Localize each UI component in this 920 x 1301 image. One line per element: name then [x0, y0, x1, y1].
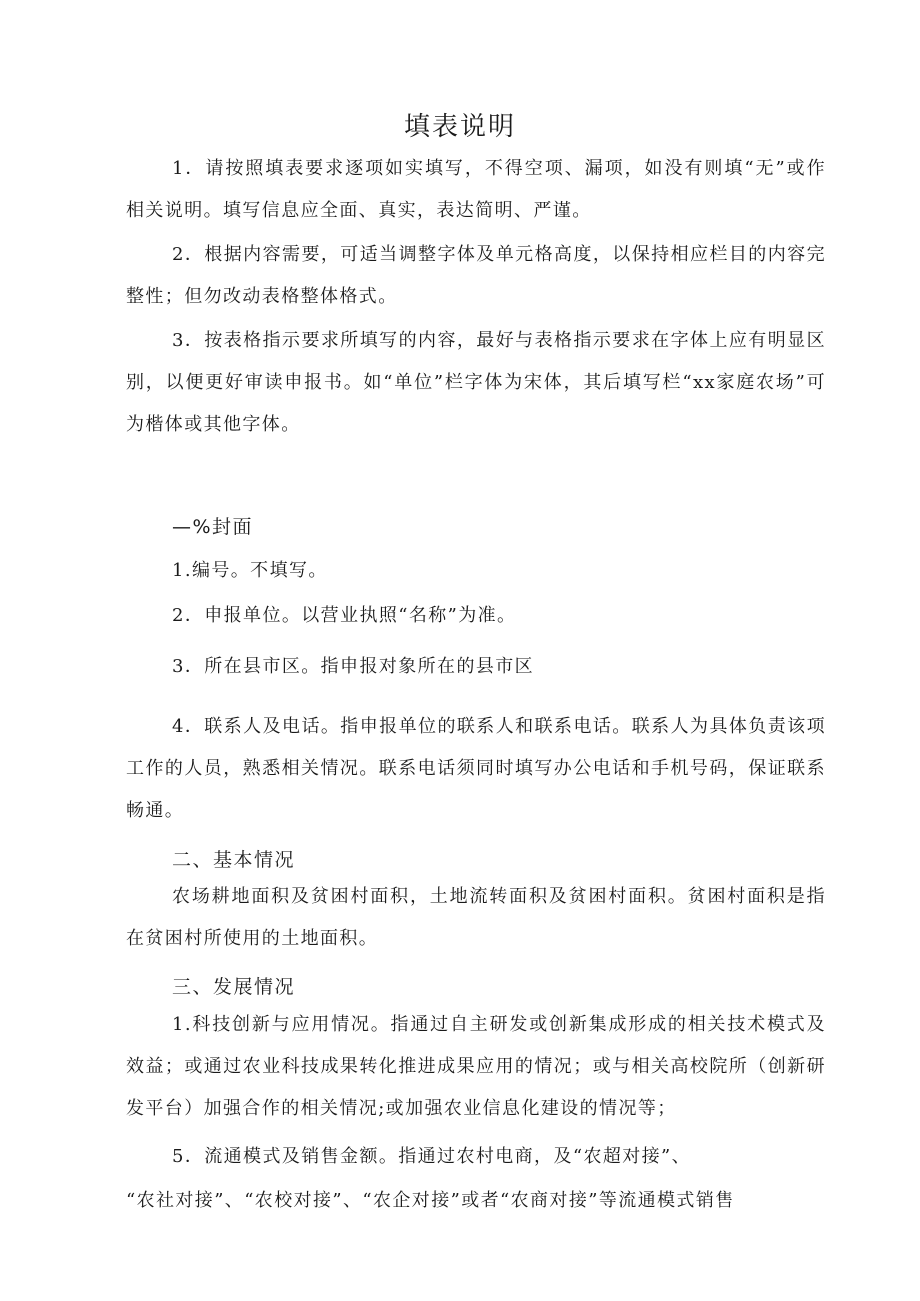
dev-item-5-line-1: 5．流通模式及销售金额。指通过农村电商，及“农超对接”、 [172, 1146, 692, 1167]
section-basic-heading: 二、基本情况 [172, 849, 296, 871]
section-basic-text: 农场耕地面积及贫困村面积，土地流转面积及贫困村面积。贫困村面积是指在贫困村所使用的土地面积。 [126, 886, 826, 949]
section-cover-heading: —%封面 [172, 516, 254, 538]
cover-item-3: 3．所在县市区。指申报对象所在的县市区 [172, 656, 535, 677]
page-title: 填表说明 [403, 112, 516, 142]
instruction-1: 1．请按照填表要求逐项如实填写，不得空项、漏项，如没有则填“无”或作相关说明。填写信息应全面、真实，表达简明、严谨。 [126, 158, 826, 221]
dev-item-1: 1.科技创新与应用情况。指通过自主研发或创新集成形成的相关技术模式及效益；或通过农业科技成果转化推进成果应用的情况；或与相关高校院所（创新研发平台）加强合作的相关情况;或加强农业信息化建设的情况等； [126, 1014, 826, 1119]
dev-item-5-line-2: “农社对接”、“农校对接”、“农企对接”或者“农商对接”等流通模式销售 [126, 1190, 735, 1211]
section-dev-heading: 三、发展情况 [172, 976, 296, 998]
instruction-2: 2．根据内容需要，可适当调整字体及单元格高度，以保持相应栏目的内容完整性；但勿改动表格整体格式。 [126, 244, 826, 307]
instruction-3: 3．按表格指示要求所填写的内容，最好与表格指示要求在字体上应有明显区别，以便更好审读申报书。如“单位”栏字体为宋体，其后填写栏“xx家庭农场”可为楷体或其他字体。 [126, 330, 826, 435]
cover-item-2: 2．申报单位。以营业执照“名称”为准。 [172, 605, 517, 626]
cover-item-4: 4．联系人及电话。指申报单位的联系人和联系电话。联系人为具体负责该项工作的人员，熟悉相关情况。联系电话须同时填写办公电话和手机号码，保证联系畅通。 [126, 716, 826, 821]
cover-item-1: 1.编号。不填写。 [172, 560, 328, 581]
